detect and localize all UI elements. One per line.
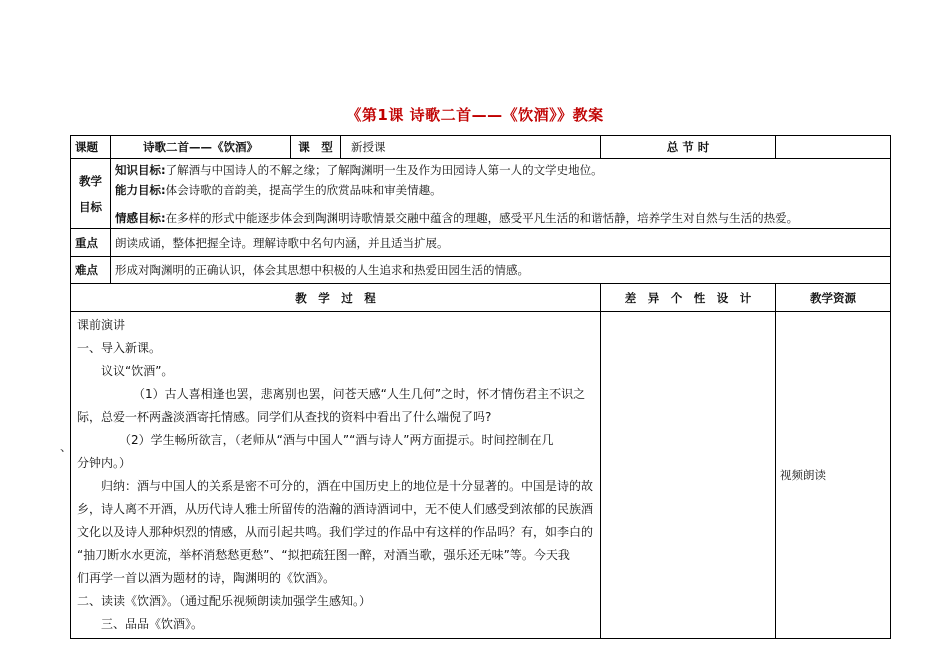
key-points-text: 朗读成诵，整体把握全诗。理解诗歌中名句内涵，并且适当扩展。 [111,229,891,257]
key-points-row [71,229,891,257]
ability-objective: 能力目标:体会诗歌的音韵美，提高学生的欣赏品味和审美情趣。 [115,182,442,197]
process-line: 乡，诗人离不开酒，从历代诗人雅士所留传的浩瀚的酒诗酒词中，无不使人们感受到浓郁的民族酒 [77,502,594,516]
page-title: 《第1课 诗歌二首——《饮酒》》教案 [346,106,604,124]
type-label: 课 型 [291,136,341,159]
difficulties-label: 难点 [71,257,111,284]
difficulties-text: 形成对陶渊明的正确认识，体会其思想中积极的人生追求和热爱田园生活的情感。 [111,257,891,284]
process-line: 课前演讲 [77,318,126,332]
process-body-row [71,312,891,639]
difficulties-row [71,257,891,284]
lesson-plan-table [70,135,891,639]
process-line: 三、品品《饮酒》。 [101,617,204,631]
hours-value [776,136,891,159]
knowledge-objective: 知识目标:了解酒与中国诗人的不解之缘；了解陶渊明一生及作为田园诗人第一人的文学史地位。 [115,162,603,177]
process-line: 归纳：酒与中国人的关系是密不可分的，酒在中国历史上的地位是十分显著的。中国是诗的故 [101,479,594,493]
topic-row [71,136,891,159]
key-points-label: 重点 [71,229,111,257]
process-header-row [71,284,891,312]
design-header: 差 异 个 性 设 计 [601,284,776,312]
process-line: 议议“饮酒”。 [101,364,174,378]
type-value: 新授课 [341,136,601,159]
resources-content [776,312,891,639]
process-line: （1）古人喜相逢也罢，悲离别也罢，问苍天感“人生几何”之时，怀才情伤君主不识之 [133,387,586,401]
hours-label: 总 节 时 [601,136,776,159]
resources-header: 教学资源 [776,284,891,312]
topic-label: 课题 [71,136,111,159]
objectives-row [71,159,891,229]
topic-value: 诗歌二首——《饮酒》 [111,136,291,159]
objectives-content [111,159,891,229]
stray-mark: 、 [60,440,73,454]
process-line: “抽刀断水水更流，举杯消愁愁更愁”、“拟把疏狂图一醉，对酒当歌，强乐还无味”等。今天我 [77,548,570,562]
process-line: 二、读读《饮酒》。（通过配乐视频朗读加强学生感知。） [77,594,372,608]
resources-note: 视频朗读 [780,468,826,482]
emotion-objective: 情感目标:在多样的形式中能逐步体会到陶渊明诗歌情景交融中蕴含的理趣，感受平凡生活的和谐恬静，培养学生对自然与生活的热爱。 [115,210,799,225]
process-content [71,312,601,639]
process-line: 一、导入新课。 [77,341,162,355]
design-content [601,312,776,639]
process-line: 分钟内。） [77,456,132,470]
objectives-label: 教学 目标 [71,159,111,229]
process-line: 际，总爱一杯两盏淡酒寄托情感。同学们从查找的资料中看出了什么端倪了吗? [77,410,492,424]
process-header: 教 学 过 程 [71,284,601,312]
process-line: 们再学一首以酒为题材的诗，陶渊明的《饮酒》。 [77,571,336,585]
process-line: （2）学生畅所欲言，（老师从“酒与中国人”“酒与诗人”两方面提示。时间控制在几 [119,433,554,447]
process-line: 文化以及诗人那种炽烈的情感，从而引起共鸣。我们学过的作品中有这样的作品吗？有，如李白的 [77,525,594,539]
